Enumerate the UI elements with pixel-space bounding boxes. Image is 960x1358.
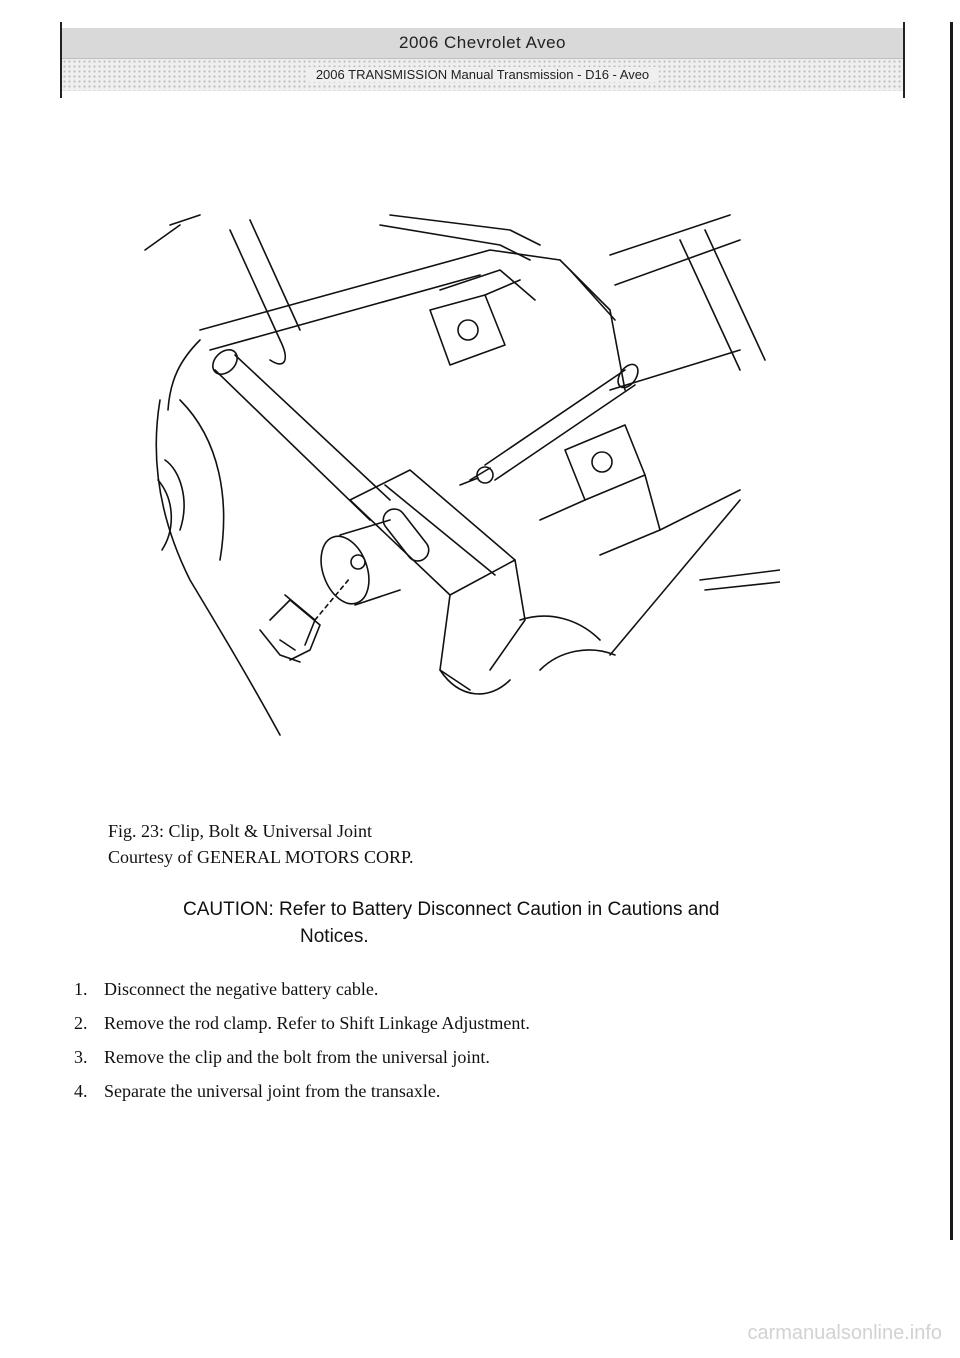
watermark: carmanualsonline.info bbox=[747, 1322, 942, 1344]
caution-note bbox=[183, 896, 883, 950]
clip-bolt-universal-joint-illustration bbox=[140, 200, 780, 750]
step-item bbox=[74, 1040, 530, 1074]
header-frame-right bbox=[903, 22, 905, 98]
caution-line-2: Notices. bbox=[300, 926, 369, 947]
step-item bbox=[74, 972, 530, 1006]
step-text: Disconnect the negative battery cable. bbox=[104, 979, 379, 999]
procedure-steps bbox=[74, 972, 530, 1108]
step-item bbox=[74, 1006, 530, 1040]
step-number: 4. bbox=[74, 1081, 88, 1101]
figure-caption-title: Fig. 23: Clip, Bolt & Universal Joint bbox=[108, 821, 373, 841]
step-item bbox=[74, 1074, 530, 1108]
document-title: 2006 Chevrolet Aveo bbox=[62, 28, 903, 59]
document-subtitle bbox=[62, 59, 903, 91]
step-number: 2. bbox=[74, 1013, 88, 1033]
figure-caption-credit: Courtesy of GENERAL MOTORS CORP. bbox=[108, 847, 414, 867]
caution-line-1: CAUTION: Refer to Battery Disconnect Caution in Cautions and bbox=[183, 899, 720, 920]
step-number: 3. bbox=[74, 1047, 88, 1067]
page-header bbox=[62, 28, 903, 91]
page-side-rule bbox=[950, 22, 953, 1240]
document-subtitle-text: 2006 TRANSMISSION Manual Transmission - D16 - Aveo bbox=[306, 67, 659, 82]
step-text: Remove the clip and the bolt from the universal joint. bbox=[104, 1047, 490, 1067]
step-number: 1. bbox=[74, 979, 88, 999]
figure-caption bbox=[108, 818, 414, 870]
step-text: Separate the universal joint from the transaxle. bbox=[104, 1081, 441, 1101]
step-text: Remove the rod clamp. Refer to Shift Linkage Adjustment. bbox=[104, 1013, 530, 1033]
